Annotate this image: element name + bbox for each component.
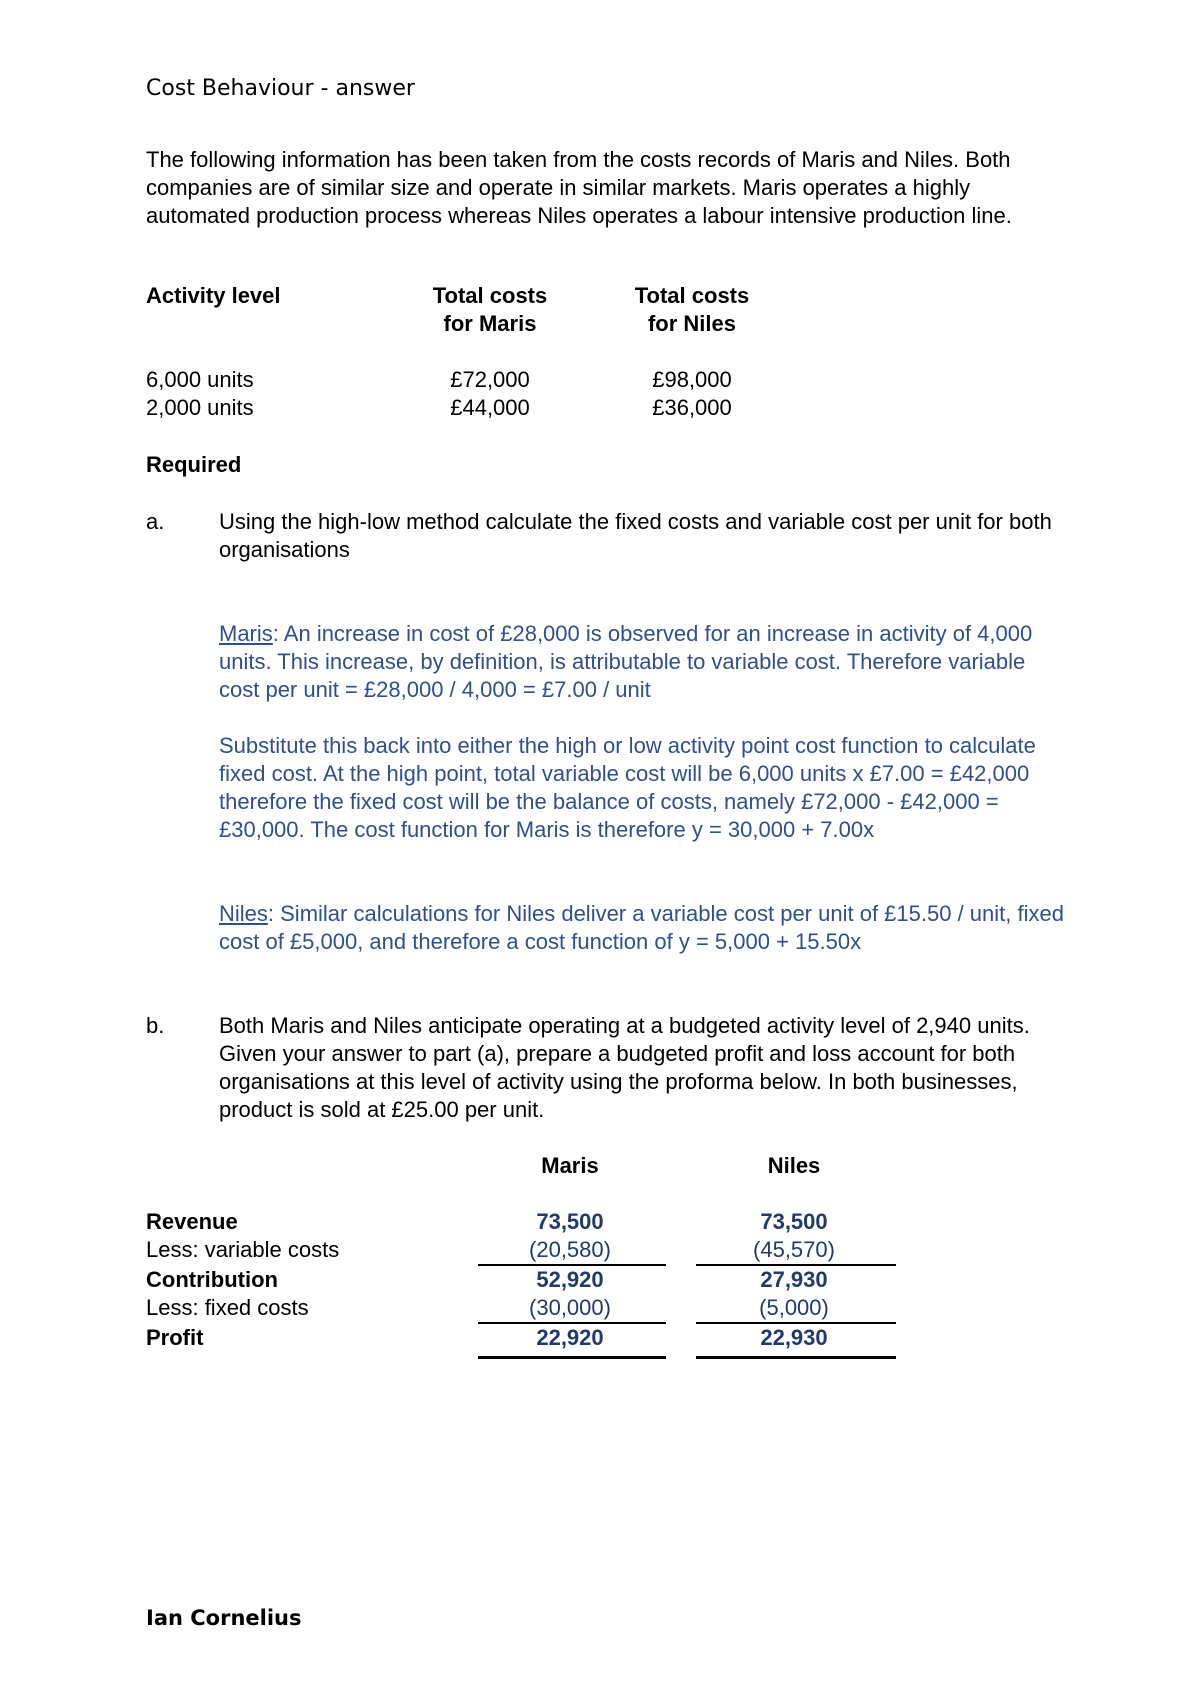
intro-paragraph: The following information has been taken from the costs records of Maris and Niles. Both companies are of similar size and operate in similar markets. Maris operates a highly automated production process whereas Niles operates a labour intensive production line. [146, 147, 1012, 228]
header-activity: Activity level [146, 283, 281, 308]
pl-label-contribution: Contribution [146, 1267, 278, 1292]
header-maris-line2: for Maris [443, 311, 537, 336]
pl-label-variable-costs: Less: variable costs [146, 1237, 340, 1262]
pl-maris-fixed-costs: (30,000) [529, 1295, 611, 1320]
footer-author: Ian Cornelius [146, 1606, 302, 1630]
pl-label-profit: Profit [146, 1325, 204, 1350]
pl-header-maris: Maris [541, 1153, 599, 1178]
row1-activity: 6,000 units [146, 367, 254, 392]
rule-niles-total [696, 1356, 896, 1359]
maris-name: Maris [219, 621, 273, 646]
maris-answer-text: : An increase in cost of £28,000 is observed for an increase in activity of 4,000 units. This increase, by definition, is attributable to variable cost. Therefore variable cost per unit = £28,000 / 4,000 = £7.00 / unit [219, 621, 1033, 702]
part-a-label: a. [146, 509, 165, 534]
part-b-label: b. [146, 1013, 165, 1038]
pl-label-revenue: Revenue [146, 1209, 238, 1234]
niles-answer-text: : Similar calculations for Niles deliver a variable cost per unit of £15.50 / unit, fixed cost of £5,000, and therefore a cost function of y = 5,000 + 15.50x [219, 901, 1064, 954]
niles-answer [219, 900, 1069, 956]
rule-maris-total [478, 1356, 666, 1359]
part-a-question: Using the high-low method calculate the fixed costs and variable cost per unit for both organisations [219, 509, 1052, 562]
header-maris-line1: Total costs [432, 283, 548, 308]
row2-niles: £36,000 [652, 395, 732, 420]
pl-maris-contribution: 52,920 [536, 1267, 604, 1292]
part-b-question: Both Maris and Niles anticipate operating at a budgeted activity level of 2,940 units. Given your answer to part (a), prepare a budgeted profit and loss account for both organisations at this level of activity using the proforma below. In both businesses, product is sold at £25.00 per unit. [219, 1013, 1030, 1122]
pl-niles-revenue: 73,500 [760, 1209, 828, 1234]
niles-name: Niles [219, 901, 268, 926]
pl-niles-fixed-costs: (5,000) [759, 1295, 829, 1320]
page-title: Cost Behaviour - answer [146, 76, 415, 101]
pl-maris-revenue: 73,500 [536, 1209, 604, 1234]
pl-maris-variable-costs: (20,580) [529, 1237, 611, 1262]
pl-niles-contribution: 27,930 [760, 1267, 828, 1292]
header-niles-line1: Total costs [634, 283, 750, 308]
pl-maris-profit: 22,920 [536, 1325, 604, 1350]
pl-niles-profit: 22,930 [760, 1325, 828, 1350]
maris-answer-p1 [219, 620, 1069, 704]
pl-label-fixed-costs: Less: fixed costs [146, 1295, 309, 1320]
header-niles-line2: for Niles [647, 311, 737, 336]
pl-header-niles: Niles [767, 1153, 821, 1178]
row2-maris: £44,000 [450, 395, 530, 420]
row1-maris: £72,000 [450, 367, 530, 392]
row1-niles: £98,000 [652, 367, 732, 392]
maris-answer-p2: Substitute this back into either the high or low activity point cost function to calculate fixed cost. At the high point, total variable cost will be 6,000 units x £7.00 = £42,000 therefore the fixed cost will be the balance of costs, namely £72,000 - £42,000 = £30,000. The cost function for Maris is therefore y = 30,000 + 7.00x [219, 733, 1036, 842]
required-heading: Required [146, 452, 242, 477]
pl-niles-variable-costs: (45,570) [753, 1237, 835, 1262]
row2-activity: 2,000 units [146, 395, 254, 420]
